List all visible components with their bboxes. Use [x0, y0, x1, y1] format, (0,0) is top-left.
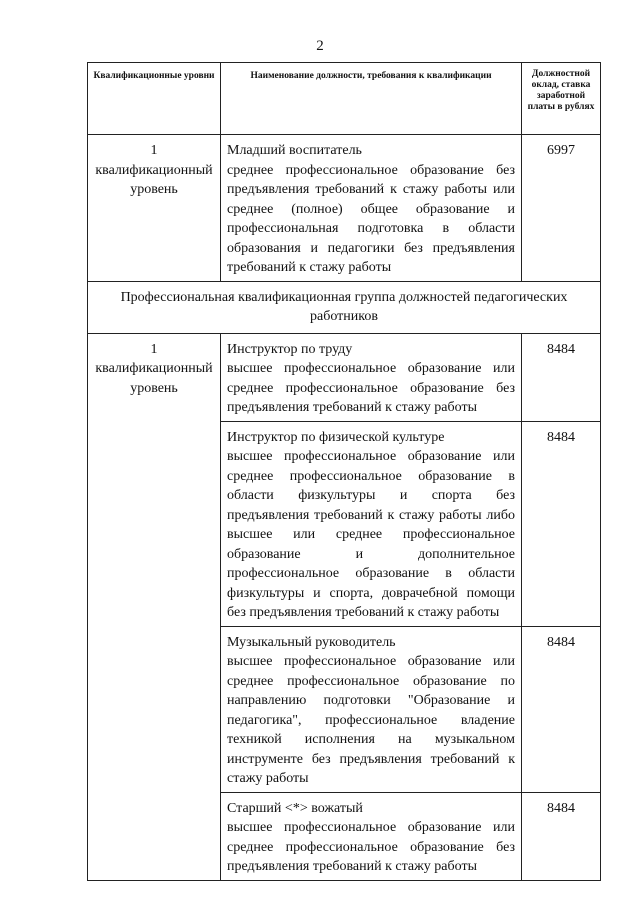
group-heading-row — [88, 281, 601, 333]
qualification-table — [87, 62, 601, 881]
position-cell — [221, 135, 522, 282]
position-cell — [221, 792, 522, 880]
salary-cell: 8484 — [522, 421, 601, 626]
position-title: Старший <*> вожатый — [227, 800, 363, 816]
table-row — [88, 135, 601, 282]
header-position: Наименование должности, требования к квалификации — [221, 63, 522, 135]
position-title: Инструктор по труду — [227, 341, 353, 357]
position-requirements: среднее профессиональное образование без предъявления требований к стажу работы или среднее (полное) общее образование и профессиональная подготовка в области образования и педагогики без предъявления требований к стажу работы — [227, 162, 515, 275]
level-cell: 1 квалификационный уровень — [88, 135, 221, 282]
position-cell — [221, 333, 522, 421]
salary-cell: 8484 — [522, 626, 601, 792]
position-title: Инструктор по физической культуре — [227, 429, 445, 445]
level-cell: 1 квалификационный уровень — [88, 333, 221, 880]
salary-cell: 6997 — [522, 135, 601, 282]
table-row — [88, 333, 601, 421]
position-title: Младший воспитатель — [227, 143, 362, 158]
header-level: Квалификационные уровни — [88, 63, 221, 135]
salary-cell: 8484 — [522, 792, 601, 880]
position-title: Музыкальный руководитель — [227, 634, 396, 650]
header-salary: Должностной оклад, ставка заработной платы в рублях — [522, 63, 601, 135]
position-cell — [221, 421, 522, 626]
page-number: 2 — [316, 38, 324, 54]
position-requirements: высшее профессиональное образование или среднее профессиональное образование без предъявления требований к стажу работы — [227, 820, 515, 874]
salary-cell: 8484 — [522, 333, 601, 421]
position-cell — [221, 626, 522, 792]
position-requirements: высшее профессиональное образование или среднее профессиональное образование в области физкультуры и спорта без предъявления требований к стажу работы либо высшее или среднее профессиональное образование и дополнительное профессиональное образование в области физкультуры и спорта, доврачебной помощи без предъявления требований к стажу работы — [227, 449, 515, 620]
group-heading: Профессиональная квалификационная группа должностей педагогических работников — [88, 281, 601, 333]
position-requirements: высшее профессиональное образование или среднее профессиональное образование по направлению подготовки "Образование и педагогика", профессиональное владение техникой исполнения на музыкальном инструменте без предъявления требований к стажу работы — [227, 654, 515, 786]
position-requirements: высшее профессиональное образование или среднее профессиональное образование без предъявления требований к стажу работы — [227, 361, 515, 415]
table-header-row — [88, 63, 601, 135]
